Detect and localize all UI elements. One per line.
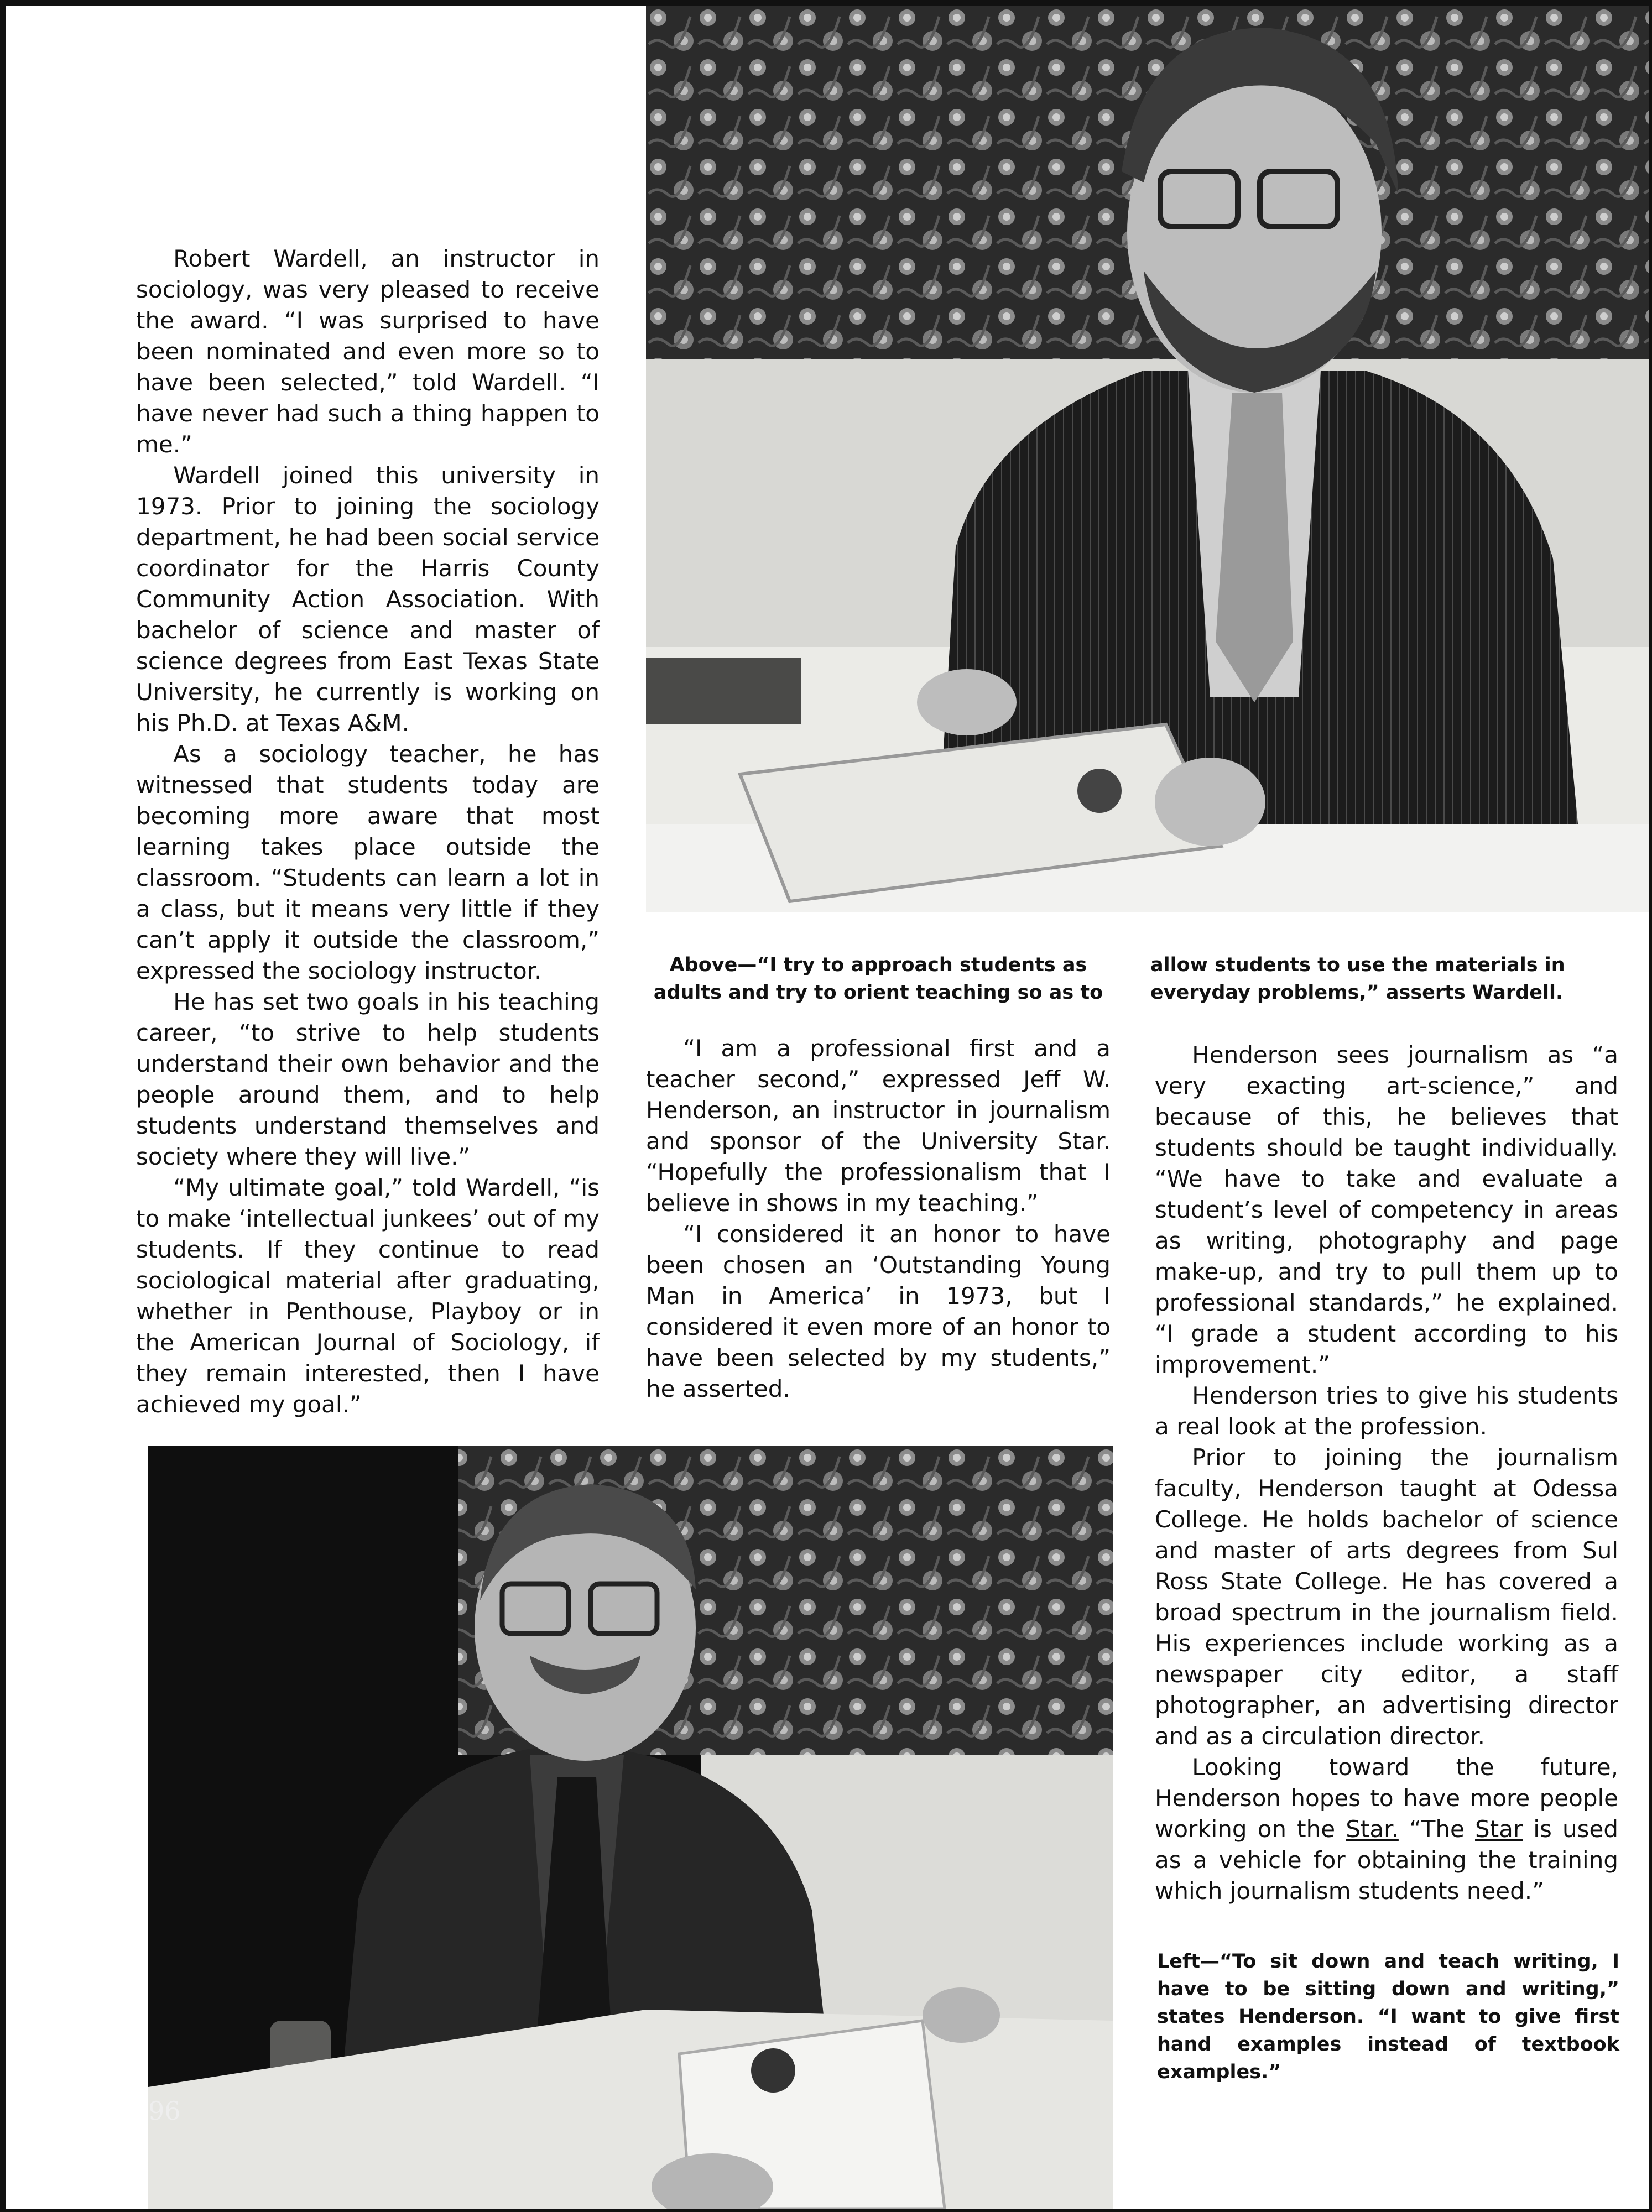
wardell-caption-part-1: Above—“I try to approach students as adults and try to orient teaching so as to [653, 954, 1103, 1004]
star-title-2: Star [1475, 1815, 1523, 1843]
henderson-paragraph-1: “I am a professional first and a teacher second,” expressed Jeff W. Henderson, an instructor in journalism and sponsor of the University Star. “Hopefully the professionalism that I believe in shows in my teaching.” [646, 1035, 1111, 1217]
wardell-paragraph-2: Wardell joined this university in 1973. Prior to joining the sociology department, he had been social service coordinator for the Harris County Community Action Association. With bachelor of science and master of science degrees from East Texas State University, he currently is working on his Ph.D. at Texas A&M. [136, 462, 600, 737]
wardell-paragraph-5: “My ultimate goal,” told Wardell, “is to make ‘intellectual junkees’ out of my students. If they continue to read sociological material after graduating, whether in Penthouse, Playboy or in the American Journal of Sociology, if they remain interested, then I have achieved my goal.” [136, 1174, 600, 1418]
henderson-article-column-2 [1155, 1040, 1618, 1907]
henderson-paragraph-3: Henderson sees journalism as “a very exacting art-science,” and because of this, he believes that students should be taught individually. “We have to take and evaluate a student’s level of competency in areas as writing, photography and page make-up, and try to pull them up to professional standards,” he explained. “I grade a student according to his improvement.” [1155, 1041, 1618, 1378]
wardell-photo [646, 6, 1649, 912]
wardell-paragraph-1: Robert Wardell, an instructor in sociology, was very pleased to receive the award. “I was surprised to have been nominated and even more so to have been selected,” told Wardell. “I have never had such a thing happen to me.” [136, 245, 600, 458]
wardell-paragraph-4: He has set two goals in his teaching career, “to strive to help students understand their own behavior and the people around them, and to help students understand themselves and society where they will live.” [136, 988, 600, 1170]
wardell-paragraph-3: As a sociology teacher, he has witnessed that students today are becoming more aware that most learning takes place outside the classroom. “Students can learn a lot in a class, but it means very little if they can’t apply it outside the classroom,” expressed the sociology instructor. [136, 740, 600, 984]
henderson-article-column-1 [646, 1033, 1111, 1405]
henderson-paragraph-5: Prior to joining the journalism faculty, Henderson taught at Odessa College. He holds bachelor of science and master of arts degrees from Sul Ross State College. He has covered a broad spectrum in the journalism field. His experiences include working as a newspaper city editor, a staff photographer, an advertising director and as a circulation director. [1155, 1444, 1618, 1750]
henderson-paragraph-4: Henderson tries to give his students a real look at the profession. [1155, 1382, 1618, 1440]
wardell-article-column [136, 243, 600, 1420]
star-title-1: Star. [1346, 1815, 1399, 1843]
page-number: 96 [148, 2096, 181, 2126]
henderson-photo-image [148, 1446, 1113, 2209]
final-paragraph-text-2: “The [1398, 1815, 1476, 1843]
henderson-paragraph-6 [1155, 1752, 1618, 1907]
henderson-photo [148, 1446, 1113, 2209]
henderson-paragraph-2: “I considered it an honor to have been chosen an ‘Outstanding Young Man in America’ in 1973, but I considered it even more of an honor to have been selected by my students,” he asserted. [646, 1220, 1111, 1402]
final-paragraph-text-3: is used as a vehicle for obtaining the training which journalism students need.” [1155, 1815, 1618, 1905]
henderson-caption: Left—“To sit down and teach writing, I have to be sitting down and writing,” states Henderson. “I want to give first hand examples instead of textbook examples.” [1157, 1950, 1619, 2083]
wardell-caption-part-2: allow students to use the materials in everyday problems,” asserts Wardell. [1150, 954, 1565, 1004]
final-paragraph-text-1: Looking toward the future, Henderson hopes to have more people working on the [1155, 1754, 1618, 1843]
wardell-photo-image [646, 6, 1649, 912]
